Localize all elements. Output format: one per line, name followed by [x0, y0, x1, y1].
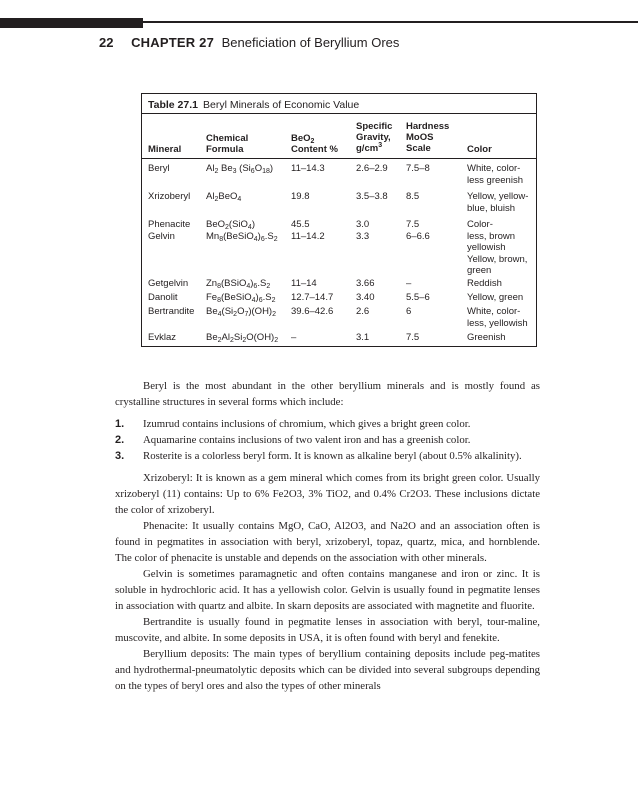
table-cell: Reddish — [467, 278, 502, 289]
table-cell: 19.8 — [291, 191, 310, 202]
col-header-formula: Chemical Formula — [206, 133, 249, 155]
table-cell: 7.5 6–6.6 — [406, 219, 430, 242]
list-number: 3. — [115, 450, 125, 462]
table-cell: Phenacite Gelvin — [148, 219, 191, 242]
table-cell: 11–14 — [291, 278, 317, 289]
table-caption-rule — [142, 113, 536, 114]
table-cell: $Be_4(Si_2O_7)(OH)_2$ — [206, 306, 277, 318]
table-cell: Bertrandite — [148, 306, 195, 317]
table-cell: 2.6 — [356, 306, 370, 317]
table-cell: $Al_2BeO_4$ — [206, 191, 242, 203]
table-cell: 3.0 3.3 — [356, 219, 370, 242]
table-cell: Evklaz — [148, 332, 176, 343]
table-cell: White, color- less, yellowish — [467, 306, 528, 329]
table-cell: 6 — [406, 306, 412, 317]
table-cell: 7.5 — [406, 332, 420, 343]
table-cell: $Al_2$ $Be_3$ $(Si_6O_{18})$ — [206, 163, 274, 175]
table-cell: 11–14.3 — [291, 163, 325, 174]
table-cell: – — [406, 278, 412, 289]
table-cell: Xrizoberyl — [148, 191, 191, 202]
list-number: 2. — [115, 434, 125, 446]
table-cell: Yellow, green — [467, 292, 524, 303]
table-cell: $Be_2Al_2Si_2O(OH)_2$ — [206, 332, 279, 344]
table-cell: Getgelvin — [148, 278, 189, 289]
table-cell: 3.5–3.8 — [356, 191, 388, 202]
list-item: 2. Aquamarine contains inclusions of two valent iron and has a greenish color. — [115, 434, 471, 446]
chapter-title: Beneficiation of Beryllium Ores — [221, 35, 400, 50]
col-header-hardness: Hardness MoOS Scale — [406, 121, 450, 154]
paragraph-deposits: Beryllium deposits: The main types of beryllium containing deposits include peg-matites and hydrothermal-pneumatolytic deposits which can be divided into several subgroups depending on the types of beryl ores and also the types of other minerals — [115, 648, 540, 692]
table-cell: 39.6–42.6 — [291, 306, 334, 317]
header-bar — [0, 18, 143, 28]
table-cell: 3.40 — [356, 292, 375, 303]
paragraph-gelvin: Gelvin is sometimes paramagnetic and often contains manganese and iron or zinc. It is soluble in hydrochloric acid. It has a yellowish color. Gelvin is usually found in pegmatite lenses in association with quartz and albite. In skarn deposits are associated with magnetite and fluorite. — [115, 568, 540, 612]
table-cell: 45.5 11–14.2 — [291, 219, 325, 242]
paragraph-bertrandite: Bertrandite is usually found in pegmatite lenses in association with beryl, tour-maline, muscovite, and albite. In some deposits in USA, it is often found with beryl and fenekite. — [115, 616, 540, 644]
table-cell: 3.66 — [356, 278, 375, 289]
table-cell: $Zn_8(BSiO_4)_6.S_2$ — [206, 278, 271, 290]
col-header-gravity: Specific Gravity, $g/cm^3$ — [356, 121, 393, 154]
table-cell: 5.5–6 — [406, 292, 430, 303]
table-header-rule — [142, 158, 536, 159]
table-cell: Greenish — [467, 332, 506, 343]
paragraph-intro: Beryl is the most abundant in the other beryllium minerals and is mostly found as crystalline structures in several forms which include: — [115, 380, 540, 408]
chapter-label: CHAPTER 27 — [131, 35, 215, 50]
list-number: 1. — [115, 418, 125, 430]
list-item: 1. Izumrud contains inclusions of chromium, which gives a bright green color. — [115, 418, 471, 430]
table-cell: $Fe_8(BeSiO_4)_6.S_2$ — [206, 292, 276, 304]
table-cell: 12.7–14.7 — [291, 292, 334, 303]
table-cell: Yellow, yellow- blue, bluish — [467, 191, 529, 214]
paragraph-xrizoberyl: Xrizoberyl: It is known as a gem mineral which comes from its bright green color. Usually xrizoberyl (11) contains: Up to 6% Fe2O3, 3% TiO2, and 0.4% Cr2O3. These inclusions dictate the color of xrizoberyl. — [115, 472, 540, 516]
table-cell: White, color- less greenish — [467, 163, 523, 186]
table-label: Table 27.1 — [148, 99, 198, 111]
table-cell: BeO$_2$(SiO$_4$) $Mn_8(BeSiO_4)_6.S_2$ — [206, 219, 278, 243]
col-header-beo: BeO$_2$ Content % — [291, 133, 338, 155]
table-cell: 3.1 — [356, 332, 370, 343]
col-header-color: Color — [467, 144, 492, 155]
table-cell: Danolit — [148, 292, 178, 303]
beryl-forms-list — [115, 416, 540, 464]
mineral-table — [141, 93, 537, 347]
table-title: Beryl Minerals of Economic Value — [203, 99, 360, 111]
table-cell: 2.6–2.9 — [356, 163, 388, 174]
table-cell: – — [291, 332, 297, 343]
table-cell: Color- less, brown yellowish Yellow, brown, green — [467, 219, 528, 276]
paragraph-phenacite: Phenacite: It usually contains MgO, CaO, Al2O3, and Na2O and an association often is found in pegmatites in association with beryl, xrizoberyl, topaz, quartz, mica, and hornblende. The color of phenacite is unstable and depends on the association with other minerals. — [115, 520, 540, 564]
table-cell: 7.5–8 — [406, 163, 430, 174]
header-rule — [143, 21, 638, 23]
body-text — [115, 378, 540, 694]
running-head — [99, 35, 399, 50]
table-caption — [148, 99, 359, 111]
table-cell: 8.5 — [406, 191, 420, 202]
list-item: 3. Rosterite is a colorless beryl form. It is known as alkaline beryl (about 0.5% alkalinity). — [115, 450, 522, 462]
page-number: 22 — [99, 35, 114, 50]
table-cell: Beryl — [148, 163, 170, 174]
col-header-mineral: Mineral — [148, 144, 182, 155]
